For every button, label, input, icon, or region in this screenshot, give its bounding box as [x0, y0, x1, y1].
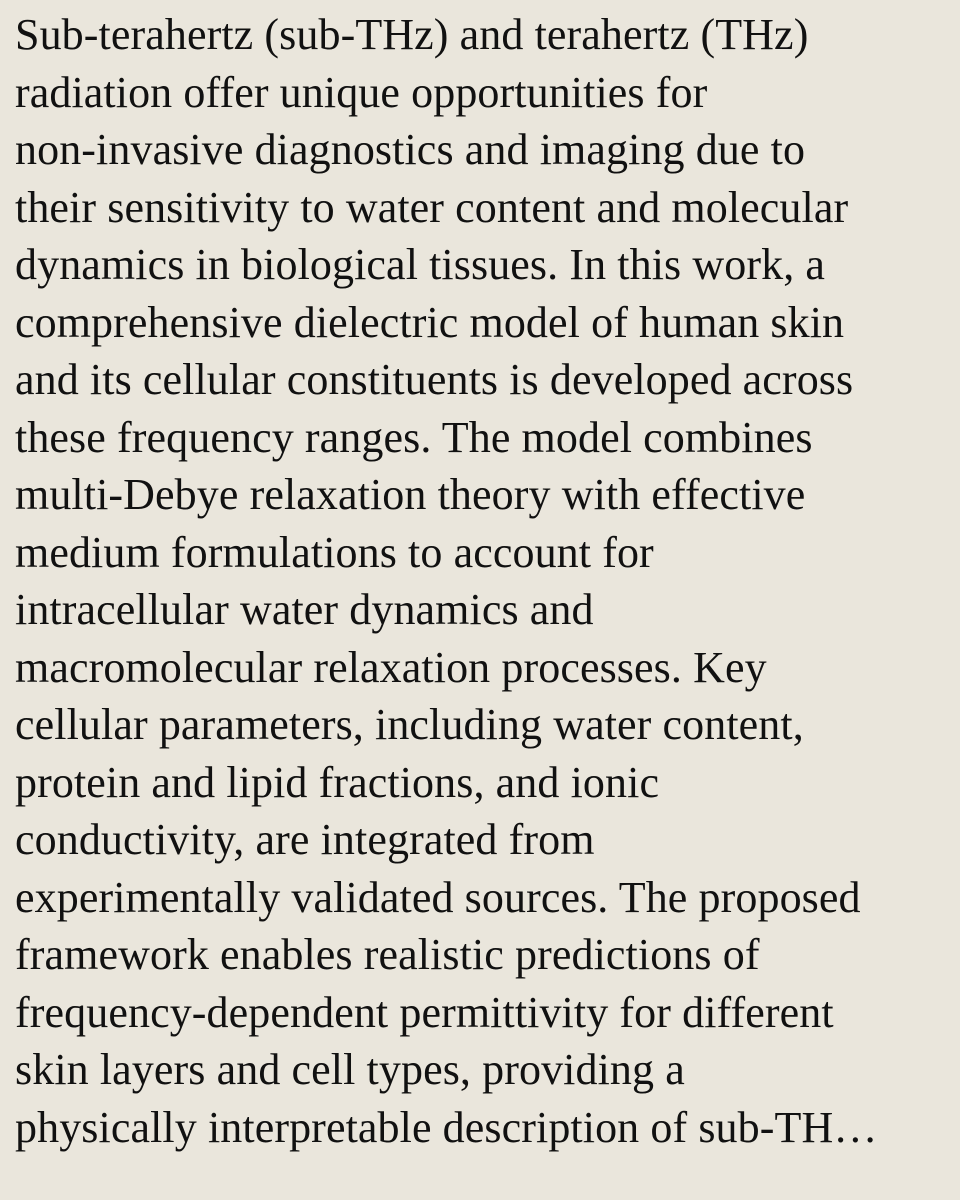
abstract-line: medium formulations to account for — [15, 527, 654, 577]
abstract-line: and its cellular constituents is developed across — [15, 355, 854, 404]
abstract-line: frequency-dependent permittivity for different — [15, 987, 834, 1037]
abstract-line: dynamics in biological tissues. In this work, a — [15, 240, 826, 289]
abstract-line: protein and lipid fractions, and ionic — [15, 757, 660, 807]
abstract-line: physically interpretable description of sub-TH… — [15, 1102, 878, 1152]
abstract-line: non-invasive diagnostics and imaging due to — [15, 125, 806, 174]
abstract-line: macromolecular relaxation processes. Key — [15, 642, 767, 692]
abstract-line: comprehensive dielectric model of human skin — [15, 297, 845, 347]
abstract-line: cellular parameters, including water content, — [15, 700, 804, 749]
abstract-line: these frequency ranges. The model combines — [15, 412, 813, 462]
abstract-line: skin layers and cell types, providing a — [15, 1045, 685, 1094]
abstract-line: their sensitivity to water content and molecular — [15, 182, 849, 232]
abstract-line: framework enables realistic predictions of — [15, 930, 760, 979]
abstract-line: experimentally validated sources. The proposed — [15, 872, 861, 922]
abstract-line: radiation offer unique opportunities for — [15, 67, 708, 117]
abstract-text — [15, 6, 946, 1156]
abstract-line: Sub-terahertz (sub-THz) and terahertz (THz) — [15, 10, 809, 59]
abstract-line: conductivity, are integrated from — [15, 815, 595, 864]
abstract-line: intracellular water dynamics and — [15, 585, 594, 634]
abstract-line: multi-Debye relaxation theory with effective — [15, 470, 806, 519]
